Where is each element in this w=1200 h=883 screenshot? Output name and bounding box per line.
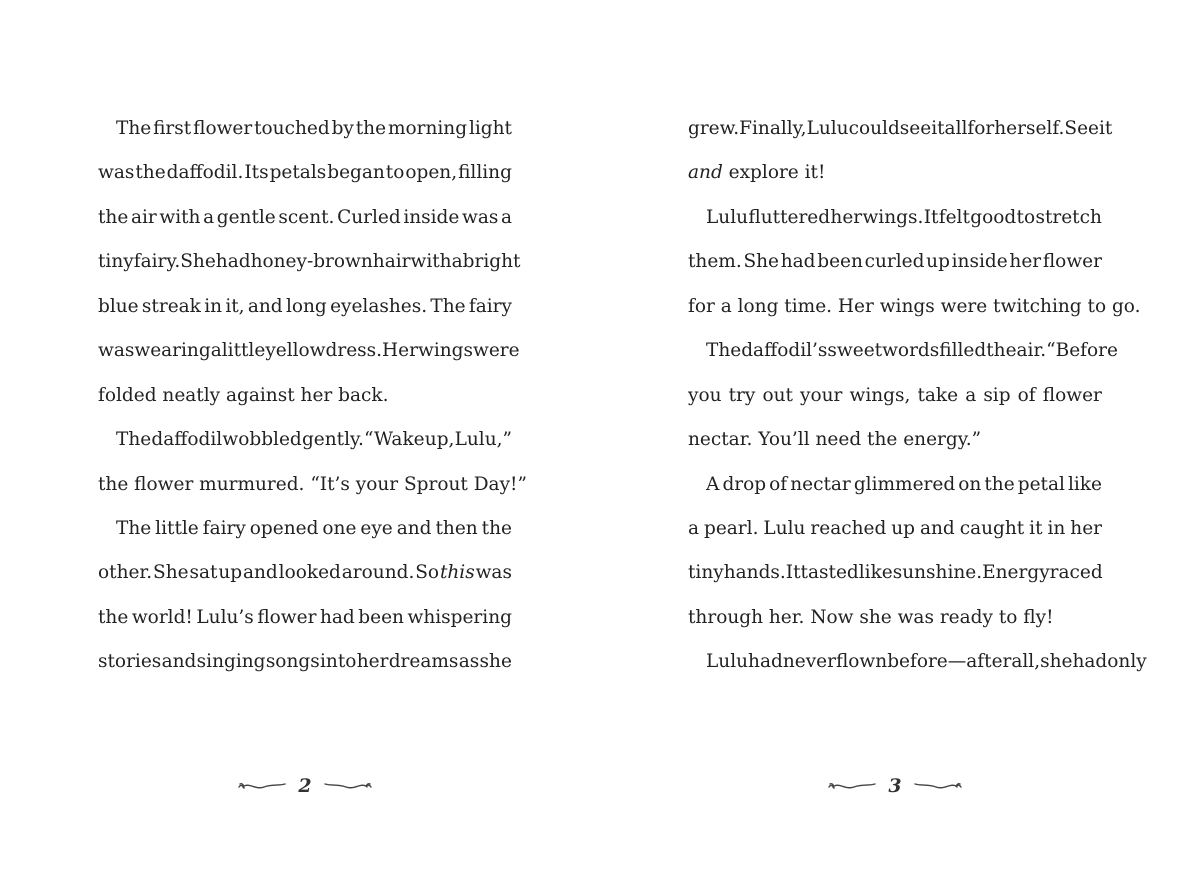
text-word: had xyxy=(748,651,783,673)
text-word: them. xyxy=(688,251,742,273)
text-word: it xyxy=(1098,118,1113,139)
text-word: daffodil’s xyxy=(741,340,828,362)
text-word: Lulu’s xyxy=(196,606,254,628)
text-word: air xyxy=(130,206,157,228)
text-word: of xyxy=(769,473,788,495)
text-word: the flower murmured. “It’s your Sprout Day!” xyxy=(98,473,527,495)
text-word: with xyxy=(159,206,201,228)
text-word: this xyxy=(439,562,475,584)
text-word: been xyxy=(358,606,404,628)
text-word: the xyxy=(355,118,387,139)
text-word: out xyxy=(762,384,793,406)
left-page-text xyxy=(98,107,527,685)
text-word: dreams xyxy=(388,651,459,673)
text-word: been xyxy=(817,251,863,273)
text-line xyxy=(98,329,520,373)
text-word: gently. xyxy=(301,429,364,451)
text-word: sip xyxy=(983,384,1011,406)
text-word: petal xyxy=(1017,473,1065,495)
text-word: Her xyxy=(382,340,418,362)
text-word: nectar xyxy=(790,473,851,495)
text-word: up xyxy=(926,251,950,273)
text-word: drop xyxy=(722,473,767,495)
text-word: up xyxy=(218,562,243,584)
page-number: 2 xyxy=(298,775,312,797)
text-word: little xyxy=(221,340,266,362)
text-line xyxy=(688,418,1102,462)
text-word: glimmered xyxy=(853,473,956,495)
text-word: She xyxy=(180,251,216,273)
text-word: long xyxy=(285,295,327,317)
text-word: by xyxy=(331,118,354,139)
text-word: inside xyxy=(403,206,460,228)
text-word: the xyxy=(98,206,129,228)
text-line xyxy=(98,551,512,595)
text-word: whispering xyxy=(407,606,512,628)
text-word: singing xyxy=(196,651,266,673)
text-word: and xyxy=(396,517,432,539)
text-word: filled xyxy=(939,340,987,362)
text-line xyxy=(688,640,1147,684)
text-word: tiny xyxy=(688,562,724,584)
text-line xyxy=(688,240,1102,284)
text-word: felt xyxy=(938,206,970,228)
text-word: folded neatly against her back. xyxy=(98,384,389,406)
text-word: streak xyxy=(141,295,201,317)
text-line xyxy=(98,107,512,151)
text-line xyxy=(688,596,1102,640)
text-word: Lulu xyxy=(806,118,849,139)
text-word: her xyxy=(356,651,389,673)
text-word: had xyxy=(780,251,816,273)
text-word: stretch xyxy=(1035,206,1102,228)
text-word: her xyxy=(1070,517,1102,539)
text-word: other. xyxy=(98,562,153,584)
text-word: Lulu xyxy=(706,206,749,228)
text-word: it, xyxy=(225,295,245,317)
text-word: Energy xyxy=(982,562,1050,584)
text-word: in xyxy=(204,295,223,317)
text-word: A xyxy=(706,473,720,495)
text-word: with xyxy=(410,251,452,273)
text-line xyxy=(688,196,1102,240)
text-word: See xyxy=(1064,118,1099,139)
text-word: sweet xyxy=(827,340,883,362)
text-word: petals xyxy=(269,162,327,184)
text-word: filling xyxy=(458,162,512,184)
right-flourish-icon xyxy=(322,778,374,794)
text-word: could xyxy=(848,118,900,139)
right-flourish-icon xyxy=(912,778,964,794)
text-word: touched xyxy=(254,118,330,139)
text-line xyxy=(688,107,1113,151)
text-line xyxy=(98,640,512,684)
text-word: sunshine. xyxy=(892,562,983,584)
text-word: flower xyxy=(257,606,317,628)
text-word: stories xyxy=(98,651,162,673)
text-line xyxy=(98,418,512,462)
text-word: to xyxy=(385,162,405,184)
text-word: “Before xyxy=(1046,340,1118,362)
text-word: all, xyxy=(1011,651,1041,673)
text-word: The xyxy=(430,295,466,317)
text-word: wobbled xyxy=(222,429,302,451)
text-word: only xyxy=(1107,651,1147,673)
text-word: Its xyxy=(244,162,269,184)
text-word: Lulu xyxy=(706,651,749,673)
text-word: up xyxy=(891,517,916,539)
text-word: her xyxy=(830,206,863,228)
text-line xyxy=(98,596,512,640)
text-word: The xyxy=(116,118,152,139)
text-word: looked xyxy=(278,562,341,584)
text-word: for a long time. Her wings were twitching to go. xyxy=(688,295,1141,317)
text-word: good xyxy=(970,206,1017,228)
right-page xyxy=(600,0,1200,883)
text-word: reached xyxy=(810,517,887,539)
text-line xyxy=(98,507,512,551)
text-line xyxy=(98,196,512,240)
left-flourish-icon xyxy=(236,778,288,794)
right-page-text xyxy=(688,107,1147,685)
text-word: wings. xyxy=(862,206,924,228)
text-word: wings, xyxy=(849,384,911,406)
text-word: world! xyxy=(131,606,193,628)
text-line xyxy=(688,551,1102,595)
text-word: morning xyxy=(387,118,468,139)
text-word: was xyxy=(461,206,499,228)
text-line xyxy=(98,374,512,418)
text-word: honey-brown xyxy=(250,251,373,273)
text-word: up, xyxy=(424,429,455,451)
text-word: her xyxy=(1009,251,1042,273)
text-line xyxy=(688,285,1141,329)
text-word: pearl. xyxy=(703,517,759,539)
text-word: tiny xyxy=(98,251,134,273)
text-word: It xyxy=(923,206,939,228)
text-word: flown xyxy=(835,651,888,673)
text-word: little xyxy=(155,517,199,539)
text-word: eyelashes. xyxy=(330,295,428,317)
text-word: on xyxy=(958,473,982,495)
text-word: raced xyxy=(1049,562,1103,584)
text-word: “Wake xyxy=(364,429,425,451)
text-word: and xyxy=(247,295,283,317)
text-word: Lulu,” xyxy=(454,429,512,451)
page-number: 3 xyxy=(888,775,902,797)
text-word: and xyxy=(161,651,197,673)
text-word: for xyxy=(967,118,995,139)
text-word: Finally, xyxy=(739,118,807,139)
text-word: herself. xyxy=(994,118,1065,139)
text-word: were xyxy=(473,340,520,362)
text-word: fairy. xyxy=(133,251,181,273)
text-word: curled xyxy=(864,251,925,273)
text-word: she xyxy=(1040,651,1073,673)
text-word: fairy xyxy=(202,517,246,539)
text-word: hands. xyxy=(723,562,786,584)
text-word: the xyxy=(986,340,1017,362)
text-word: flower xyxy=(1042,251,1102,273)
text-word: wings xyxy=(417,340,473,362)
text-word: a xyxy=(451,251,463,273)
text-word: into xyxy=(320,651,357,673)
text-word: like xyxy=(1067,473,1102,495)
text-line xyxy=(688,151,1102,195)
text-word: the xyxy=(481,517,512,539)
text-word: the xyxy=(135,162,166,184)
text-word: dress. xyxy=(325,340,383,362)
text-word: a xyxy=(203,206,215,228)
text-word: in xyxy=(1047,517,1066,539)
text-line xyxy=(688,329,1118,373)
text-line xyxy=(98,240,521,284)
text-word: began xyxy=(327,162,385,184)
text-word: The xyxy=(706,340,742,362)
text-word: So xyxy=(415,562,440,584)
text-word: She xyxy=(153,562,189,584)
text-word: sat xyxy=(189,562,218,584)
text-word: of xyxy=(1017,384,1036,406)
text-word: nectar. You’ll need the energy.” xyxy=(688,429,982,451)
text-word: it xyxy=(931,118,945,139)
text-word: was xyxy=(475,562,512,584)
text-word: eye xyxy=(360,517,393,539)
text-word: a xyxy=(210,340,222,362)
text-word: light xyxy=(468,118,512,139)
text-word: open, xyxy=(405,162,458,184)
text-word: the xyxy=(98,606,129,628)
text-word: caught xyxy=(959,517,1025,539)
text-word: daffodil. xyxy=(166,162,244,184)
text-word: had xyxy=(319,606,355,628)
text-word: Curled xyxy=(337,206,401,228)
text-line xyxy=(688,507,1102,551)
text-word: and xyxy=(919,517,955,539)
text-line xyxy=(688,463,1102,507)
text-word: a xyxy=(965,384,977,406)
text-line xyxy=(98,463,527,507)
text-line xyxy=(98,151,512,195)
text-word: through her. Now she was ready to fly! xyxy=(688,606,1054,628)
text-word: as xyxy=(458,651,480,673)
text-word: grew. xyxy=(688,118,740,139)
text-word: daffodil xyxy=(151,429,223,451)
text-word: The xyxy=(116,517,152,539)
text-word: songs xyxy=(265,651,320,673)
text-word: and xyxy=(688,162,723,184)
right-page-folio xyxy=(825,768,965,804)
text-word: like xyxy=(858,562,893,584)
text-word: fluttered xyxy=(748,206,831,228)
text-word: was xyxy=(98,162,135,184)
text-word: blue xyxy=(98,295,139,317)
text-word: and xyxy=(242,562,278,584)
text-line xyxy=(688,374,1102,418)
text-word: She xyxy=(743,251,779,273)
text-word: it xyxy=(1029,517,1043,539)
text-word: yellow xyxy=(265,340,326,362)
text-word: you xyxy=(688,384,722,406)
text-word: your xyxy=(800,384,843,406)
text-word: flower xyxy=(1042,384,1102,406)
text-word: around. xyxy=(341,562,415,584)
text-word: Lulu xyxy=(763,517,806,539)
text-word: The xyxy=(116,429,152,451)
text-word: one xyxy=(322,517,357,539)
left-page-folio xyxy=(235,768,375,804)
text-word: to xyxy=(1016,206,1036,228)
text-word: then xyxy=(435,517,478,539)
text-word: flower xyxy=(193,118,253,139)
text-word: fairy xyxy=(468,295,512,317)
text-word: had xyxy=(1072,651,1108,673)
text-word: take xyxy=(917,384,959,406)
text-word: hair xyxy=(372,251,411,273)
left-flourish-icon xyxy=(826,778,878,794)
text-word: explore it! xyxy=(722,162,826,184)
text-word: bright xyxy=(462,251,521,273)
text-word: It xyxy=(785,562,801,584)
text-word: never xyxy=(782,651,836,673)
text-word: scent. xyxy=(278,206,335,228)
text-word: inside xyxy=(951,251,1008,273)
text-word: gentle xyxy=(216,206,276,228)
text-word: before—after xyxy=(887,651,1012,673)
text-word: see xyxy=(899,118,932,139)
text-word: words xyxy=(882,340,940,362)
text-word: wearing xyxy=(134,340,211,362)
text-word: a xyxy=(688,517,700,539)
text-word: opened xyxy=(249,517,319,539)
text-word: try xyxy=(728,384,756,406)
text-word: first xyxy=(153,118,192,139)
text-word: tasted xyxy=(800,562,859,584)
text-word: had xyxy=(215,251,251,273)
text-word: a xyxy=(500,206,512,228)
text-word: air. xyxy=(1016,340,1047,362)
text-word: was xyxy=(98,340,135,362)
text-line xyxy=(98,285,512,329)
text-word: she xyxy=(479,651,512,673)
text-word: the xyxy=(984,473,1015,495)
text-word: all xyxy=(944,118,968,139)
